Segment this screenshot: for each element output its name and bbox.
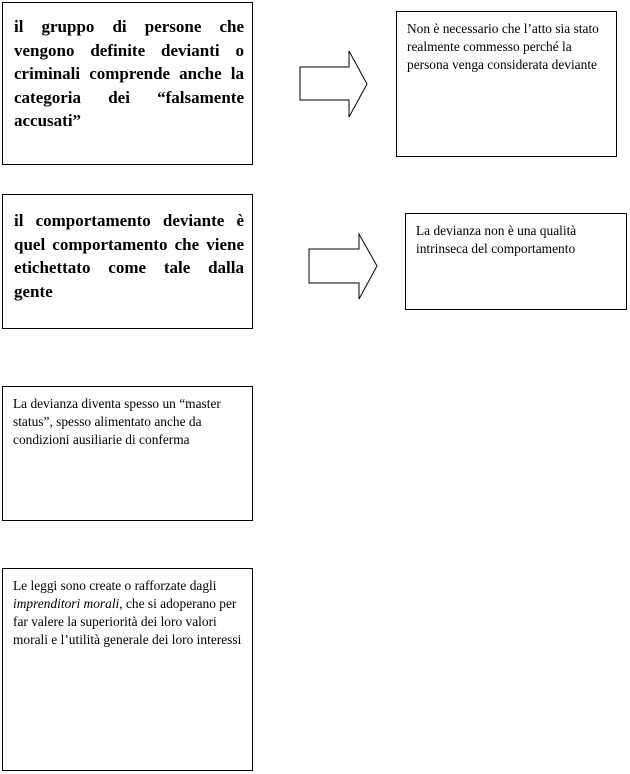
moral-entrepreneurs-emphasis: imprenditori morali	[13, 596, 120, 611]
box-falsely-accused-text: il gruppo di persone che vengono definite devianti o criminali comprende anche la categoria dei “falsamente accusati”	[14, 17, 244, 130]
box-moral-entrepreneurs	[2, 568, 253, 771]
moral-entrepreneurs-text-after: , che si adoperano per far valere la superiorità dei loro valori morali e l’utilità generale dei loro interessi	[13, 596, 242, 647]
box-labelled-behavior-text: il comportamento deviante è quel comportamento che viene etichettato come tale dalla gente	[14, 211, 244, 301]
box-master-status-text: La devianza diventa spesso un “master status”, spesso alimentato anche da condizioni ausiliarie di conferma	[13, 396, 221, 447]
box-not-intrinsic	[405, 213, 627, 310]
box-not-committed	[396, 11, 617, 157]
box-not-committed-text: Non è necessario che l’atto sia stato realmente commesso perché la persona venga considerata deviante	[407, 21, 599, 72]
box-moral-entrepreneurs-text	[3, 569, 252, 649]
moral-entrepreneurs-text-before: Le leggi sono create o rafforzate dagli	[13, 578, 217, 593]
arrow-right-icon	[299, 50, 371, 120]
box-master-status	[2, 386, 253, 521]
box-labelled-behavior	[2, 194, 253, 329]
box-not-intrinsic-text: La devianza non è una qualità intrinseca del comportamento	[416, 223, 577, 256]
arrow-right-icon	[308, 233, 380, 303]
box-falsely-accused	[2, 2, 253, 165]
